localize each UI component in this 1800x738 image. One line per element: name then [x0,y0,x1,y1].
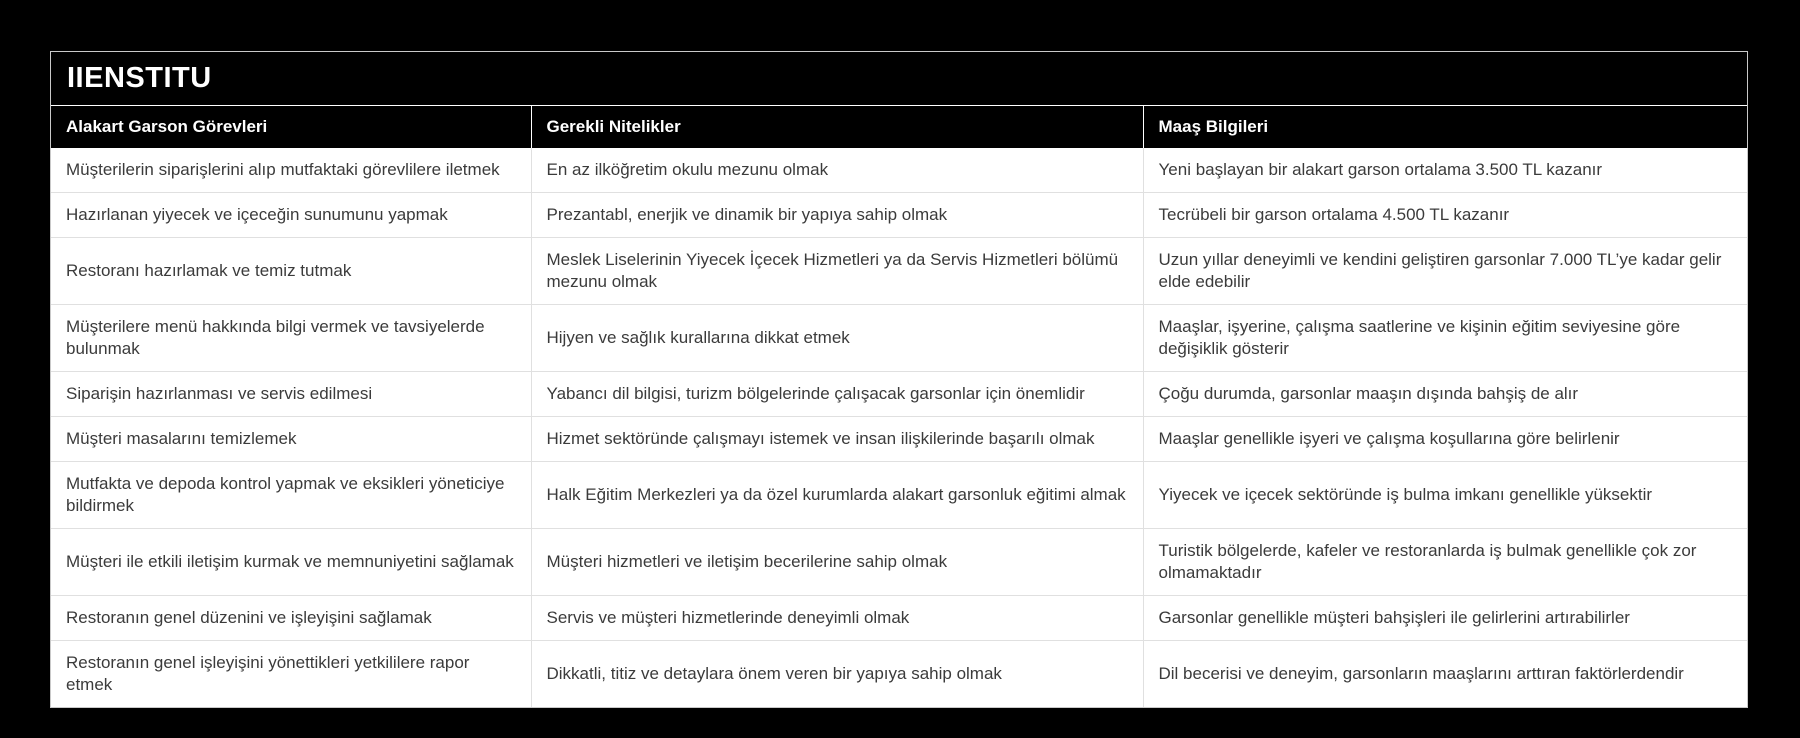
cell-salary: Çoğu durumda, garsonlar maaşın dışında bahşiş de alır [1143,372,1747,417]
column-header-salary: Maaş Bilgileri [1143,106,1747,148]
cell-qualification: Hizmet sektöründe çalışmayı istemek ve insan ilişkilerinde başarılı olmak [531,417,1143,462]
cell-duty: Restoranın genel işleyişini yönettikleri yetkililere rapor etmek [51,641,531,708]
cell-duty: Müşteri ile etkili iletişim kurmak ve memnuniyetini sağlamak [51,529,531,596]
table-row [51,148,1747,193]
cell-salary: Turistik bölgelerde, kafeler ve restoranlarda iş bulmak genellikle çok zor olmamaktadır [1143,529,1747,596]
cell-qualification: Yabancı dil bilgisi, turizm bölgelerinde çalışacak garsonlar için önemlidir [531,372,1143,417]
column-header-duties: Alakart Garson Görevleri [51,106,531,148]
cell-duty: Mutfakta ve depoda kontrol yapmak ve eksikleri yöneticiye bildirmek [51,462,531,529]
info-table [51,106,1747,707]
table-row [51,596,1747,641]
cell-salary: Tecrübeli bir garson ortalama 4.500 TL kazanır [1143,193,1747,238]
table-row [51,305,1747,372]
table-row [51,462,1747,529]
table-row [51,529,1747,596]
cell-duty: Müşterilere menü hakkında bilgi vermek ve tavsiyelerde bulunmak [51,305,531,372]
table-row [51,238,1747,305]
cell-duty: Müşterilerin siparişlerini alıp mutfaktaki görevlilere iletmek [51,148,531,193]
cell-duty: Hazırlanan yiyecek ve içeceğin sunumunu yapmak [51,193,531,238]
cell-duty: Restoranı hazırlamak ve temiz tutmak [51,238,531,305]
cell-qualification: Prezantabl, enerjik ve dinamik bir yapıya sahip olmak [531,193,1143,238]
table-row [51,417,1747,462]
table-row [51,372,1747,417]
cell-duty: Restoranın genel düzenini ve işleyişini sağlamak [51,596,531,641]
table-header-row [51,106,1747,148]
cell-salary: Garsonlar genellikle müşteri bahşişleri ile gelirlerini artırabilirler [1143,596,1747,641]
cell-salary: Yeni başlayan bir alakart garson ortalama 3.500 TL kazanır [1143,148,1747,193]
title-bar [51,52,1747,106]
cell-salary: Maaşlar genellikle işyeri ve çalışma koşullarına göre belirlenir [1143,417,1747,462]
cell-salary: Maaşlar, işyerine, çalışma saatlerine ve kişinin eğitim seviyesine göre değişiklik gösterir [1143,305,1747,372]
cell-duty: Müşteri masalarını temizlemek [51,417,531,462]
document-table-panel [50,51,1748,708]
cell-salary: Dil becerisi ve deneyim, garsonların maaşlarını arttıran faktörlerdendir [1143,641,1747,708]
cell-qualification: En az ilköğretim okulu mezunu olmak [531,148,1143,193]
cell-qualification: Müşteri hizmetleri ve iletişim becerilerine sahip olmak [531,529,1143,596]
cell-qualification: Dikkatli, titiz ve detaylara önem veren bir yapıya sahip olmak [531,641,1143,708]
column-header-qualifications: Gerekli Nitelikler [531,106,1143,148]
cell-qualification: Hijyen ve sağlık kurallarına dikkat etmek [531,305,1143,372]
cell-salary: Uzun yıllar deneyimli ve kendini geliştiren garsonlar 7.000 TL’ye kadar gelir elde edebilir [1143,238,1747,305]
table-row [51,641,1747,708]
cell-qualification: Meslek Liselerinin Yiyecek İçecek Hizmetleri ya da Servis Hizmetleri bölümü mezunu olmak [531,238,1143,305]
brand-title: IIENSTITU [67,62,212,94]
cell-salary: Yiyecek ve içecek sektöründe iş bulma imkanı genellikle yüksektir [1143,462,1747,529]
cell-qualification: Halk Eğitim Merkezleri ya da özel kurumlarda alakart garsonluk eğitimi almak [531,462,1143,529]
cell-qualification: Servis ve müşteri hizmetlerinde deneyimli olmak [531,596,1143,641]
cell-duty: Siparişin hazırlanması ve servis edilmesi [51,372,531,417]
table-row [51,193,1747,238]
